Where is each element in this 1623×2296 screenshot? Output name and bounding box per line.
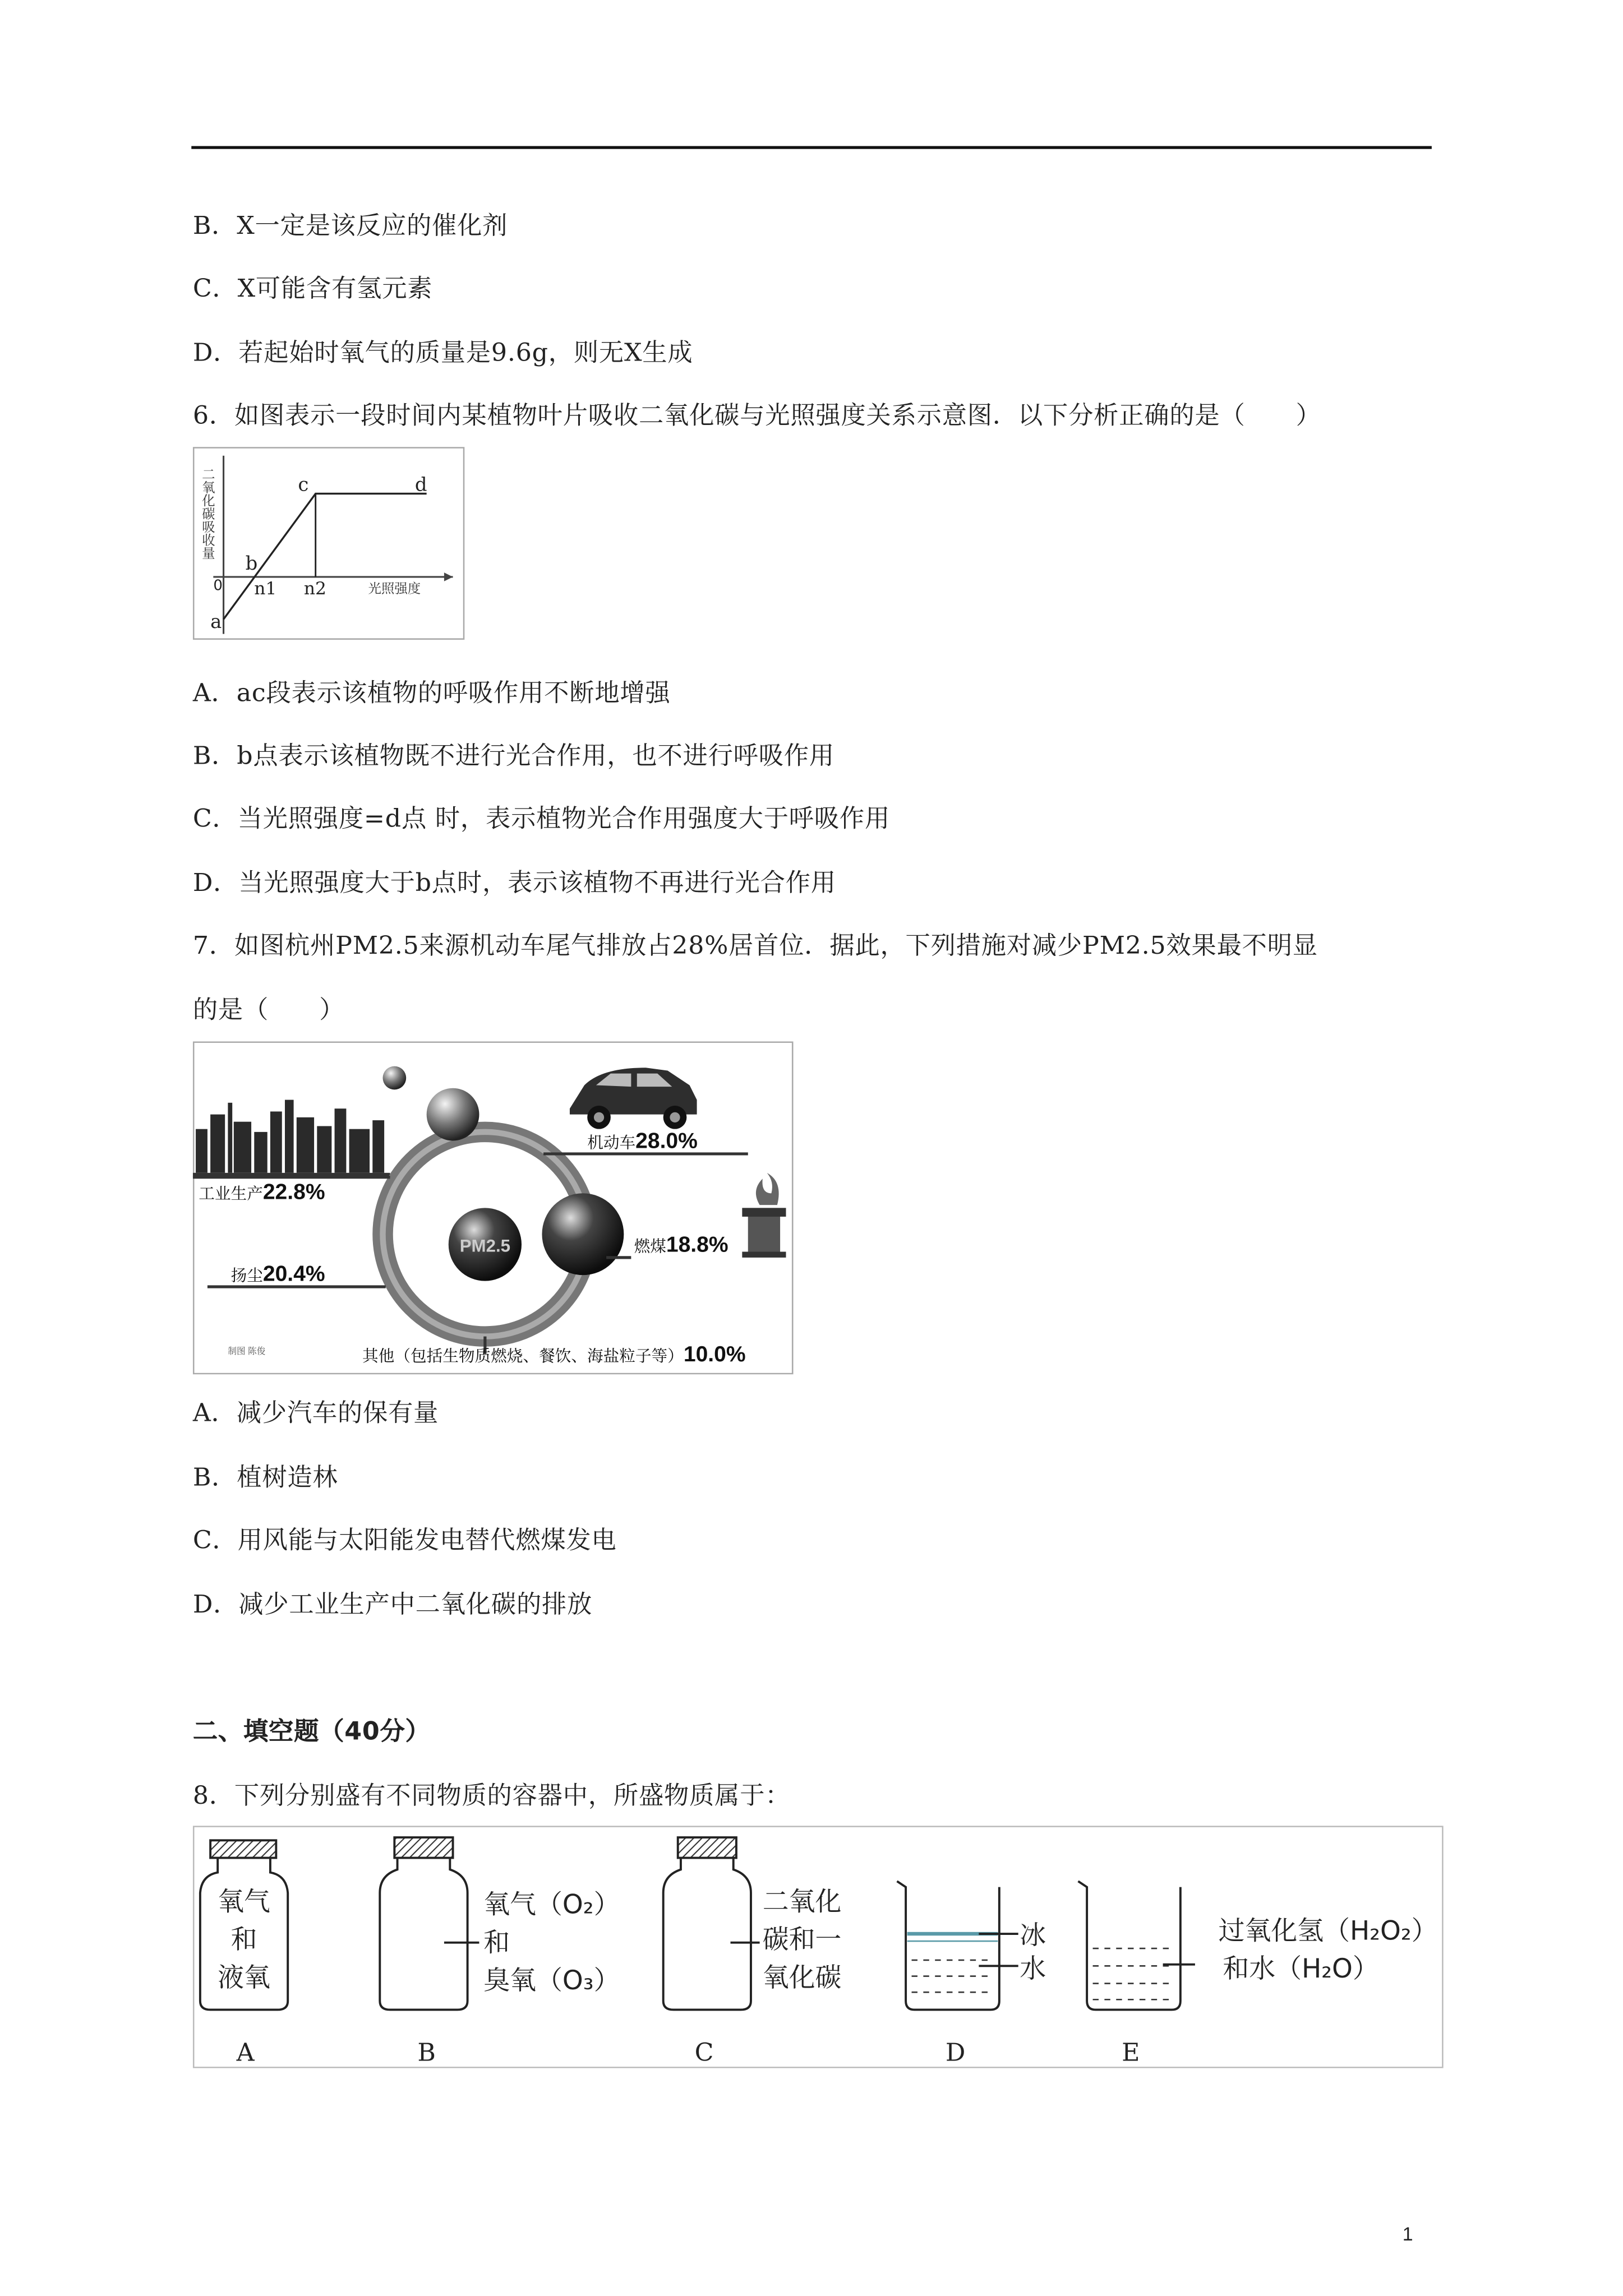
bottle-a-line3: 液氧 xyxy=(218,1962,270,1993)
q6-graph xyxy=(193,447,465,640)
header-rule xyxy=(191,146,1432,149)
other-value: 10.0% xyxy=(683,1342,746,1366)
coal-label: 燃煤 xyxy=(634,1237,666,1256)
bottle-c-line2: 碳和一 xyxy=(762,1924,842,1956)
bottle-b-line3: 臭氧（O₃） xyxy=(483,1965,620,1997)
section-2-title: 二、填空题（40分） xyxy=(192,1717,431,1747)
q5-option-b: B．X一定是该反应的催化剂 xyxy=(192,211,508,241)
particle-ball-icon xyxy=(427,1088,479,1141)
q6-option-d: D．当光照强度大于b点时，表示该植物不再进行光合作用 xyxy=(192,868,836,899)
q7-option-c: C．用风能与太阳能发电替代燃煤发电 xyxy=(192,1526,617,1556)
container-label-c: C xyxy=(694,2038,714,2067)
q6-point-c: c xyxy=(298,473,309,496)
q6-point-d: d xyxy=(414,473,427,496)
q6-option-b: B．b点表示该植物既不进行光合作用，也不进行呼吸作用 xyxy=(192,742,834,772)
particle-ball-icon xyxy=(542,1193,624,1275)
q6-point-b: b xyxy=(245,552,258,574)
vehicle-label: 机动车 xyxy=(587,1134,636,1152)
q6-y-axis-label: 二氧化碳吸收量 xyxy=(199,467,215,560)
q7-stem-line2: 的是（ ） xyxy=(192,996,345,1025)
q5-option-d: D．若起始时氧气的质量是9.6g，则无X生成 xyxy=(192,339,693,368)
beaker-e-line1: 过氧化氢（H₂O₂） xyxy=(1218,1915,1438,1947)
q7-option-a: A．减少汽车的保有量 xyxy=(192,1399,439,1429)
q6-origin-label: 0 xyxy=(213,577,223,594)
bottle-b-line1: 氧气（O₂） xyxy=(483,1889,620,1920)
q7-option-b: B．植树造林 xyxy=(192,1463,338,1493)
q6-tick-n1: n1 xyxy=(254,579,277,599)
q7-option-d: D．减少工业生产中二氧化碳的排放 xyxy=(192,1590,593,1620)
industry-label: 工业生产 xyxy=(199,1185,263,1203)
q6-stem: 6．如图表示一段时间内某植物叶片吸收二氧化碳与光照强度关系示意图．以下分析正确的是（ ） xyxy=(192,401,1321,431)
q6-option-c: C．当光照强度=d点 时，表示植物光合作用强度大于呼吸作用 xyxy=(192,805,891,834)
bottle-a-line1: 氧气 xyxy=(218,1886,270,1918)
dust-label: 扬尘 xyxy=(230,1267,263,1285)
q6-x-axis-label: 光照强度 xyxy=(368,580,421,597)
figure-credit: 制图 陈俊 xyxy=(228,1346,266,1356)
container-label-b: B xyxy=(417,2038,436,2067)
pm25-center-label: PM2.5 xyxy=(459,1236,511,1256)
industry-value: 22.8% xyxy=(262,1180,325,1204)
beaker-d-ice: 冰 xyxy=(1020,1920,1046,1951)
container-label-a: A xyxy=(236,2038,255,2067)
q8-stem: 8．下列分别盛有不同物质的容器中，所盛物质属于： xyxy=(192,1782,791,1812)
container-label-e: E xyxy=(1122,2038,1140,2067)
other-label: 其他（包括生物质燃烧、餐饮、海盐粒子等） xyxy=(362,1347,684,1365)
bottle-a-line2: 和 xyxy=(230,1924,257,1956)
beaker-d-water: 水 xyxy=(1020,1953,1046,1985)
q7-pm25-figure xyxy=(193,1041,794,1374)
container-label-d: D xyxy=(945,2038,966,2067)
q5-option-c: C．X可能含有氢元素 xyxy=(192,274,433,304)
q6-option-a: A．ac段表示该植物的呼吸作用不断地增强 xyxy=(192,679,671,709)
beaker-e-line2: 和水（H₂O） xyxy=(1223,1953,1379,1985)
bottle-c-line1: 二氧化 xyxy=(762,1886,842,1918)
vehicle-value: 28.0% xyxy=(635,1129,698,1153)
particle-ball-icon xyxy=(383,1066,407,1090)
q7-stem-line1: 7．如图杭州PM2.5来源机动车尾气排放占28%居首位．据此，下列措施对减少PM2.5效果最不明显 xyxy=(192,931,1318,962)
q8-containers-figure xyxy=(193,1826,1444,2068)
bottle-c-line3: 氧化碳 xyxy=(762,1962,842,1993)
q6-tick-n2: n2 xyxy=(303,579,326,599)
coal-value: 18.8% xyxy=(666,1232,728,1257)
page-number: 1 xyxy=(1402,2223,1413,2245)
dust-value: 20.4% xyxy=(262,1262,325,1286)
bottle-b-line2: 和 xyxy=(483,1927,510,1958)
q6-point-a: a xyxy=(210,611,222,633)
